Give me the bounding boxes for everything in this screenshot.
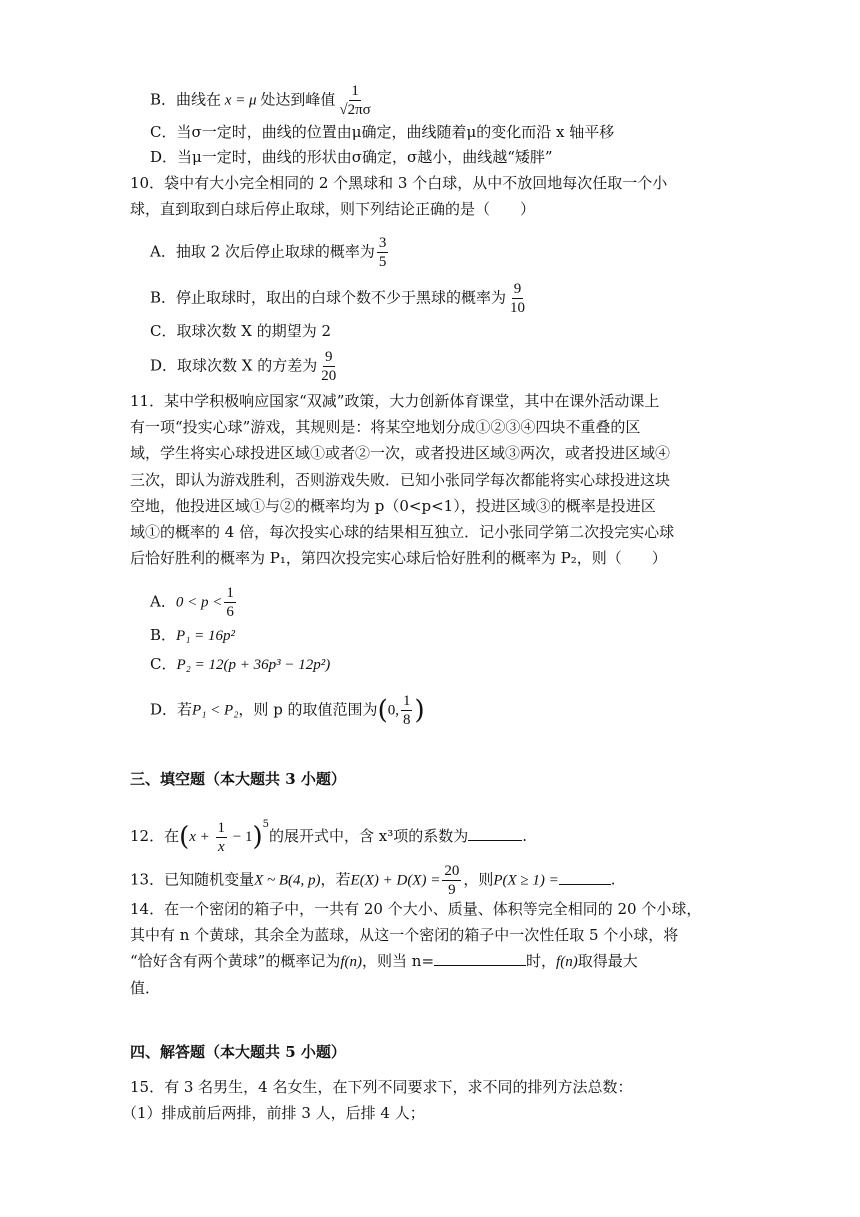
- q11-option-d: D．若P₁ < P₂，则 p 的取值范围为(0, $\frac{1}{8}$ ): [150, 693, 425, 728]
- q13-distribution: X ~ B(4, p): [254, 872, 321, 889]
- q10-option-d: D．取球次数 X 的方差为 $\frac{9}{20}$: [150, 349, 337, 384]
- q9-option-c: C．当σ一定时，曲线的位置由μ确定，曲线随着μ的变化而沿 x 轴平移: [150, 123, 615, 141]
- q11-option-b-math: P₁ = 16p²: [176, 628, 236, 644]
- q11-line1: 11．某中学积极响应国家“双减”政策，大力创新体育课堂，其中在课外活动课上: [130, 392, 660, 410]
- q11-line5: 空地，他投进区域①与②的概率均为 p（0<p<1），投进区域③的概率是投进区: [130, 497, 656, 515]
- q11-line4: 三次，即认为游戏胜利，否则游戏失败．已知小张同学每次都能将实心球投进这块: [130, 471, 671, 489]
- q12: 12．在(x + $\frac{1}{x}$ − 1)$^5$的展开式中，含 x³项的系数为 .: [130, 819, 528, 855]
- q10-option-c: C．取球次数 X 的期望为 2: [150, 322, 332, 340]
- q11-line6: 域①的概率的 4 倍，每次投实心球的结果相互独立．记小张同学第二次投完实心球: [130, 523, 675, 541]
- q14-line2: 其中有 n 个黄球，其余全为蓝球，从这一个密闭的箱子中一次性任取 5 个小球，将: [130, 926, 679, 944]
- q11-option-a-math: 0 < p <: [175, 594, 223, 611]
- q11-option-c-math: P₂ = 12(p + 36p³ − 12p²): [176, 657, 331, 673]
- q10-option-b-fraction: $\frac{9}{10}$: [510, 281, 526, 316]
- q14-line3: “恰好含有两个黄球”的概率记为f(n)，则当 n= 时，f(n)取得最大: [130, 952, 638, 970]
- q10-option-a-fraction: $\frac{3}{5}$: [378, 235, 387, 270]
- q13-equation: E(X) + D(X) =: [350, 872, 441, 889]
- q11-option-a-fraction: $\frac{1}{6}$: [226, 585, 234, 620]
- q11-line3: 域，学生将实心球投进区域①或者②一次，或者投进区域③两次，或者投进区域④: [130, 444, 671, 462]
- q12-answer-blank[interactable]: [468, 840, 522, 841]
- q11-option-a: A．0 < p < $\frac{1}{6}$: [150, 585, 234, 620]
- q11-line2: 有一项“投实心球”游戏，其规则是：将某空地划分成①②③④四块不重叠的区: [130, 418, 641, 436]
- q14-line1: 14．在一个密闭的箱子中，一共有 20 个大小、质量、体积等完全相同的 20 个小球，: [130, 900, 702, 918]
- q12-fraction: $\frac{1}{x}$: [217, 819, 226, 855]
- q15-line2: （1）排成前后两排，前排 3 人，后排 4 人；: [122, 1104, 425, 1122]
- q10-stem-line1: 10．袋中有大小完全相同的 2 个黑球和 3 个白球，从中不放回地每次任取一个小: [130, 174, 668, 192]
- q13-probability: P(X ≥ 1) =: [493, 872, 559, 889]
- q11-option-b: B．P₁ = 16p²: [150, 626, 236, 644]
- q13: 13．已知随机变量X ~ B(4, p)，若E(X) + D(X) = $\frac{20}{9}$ ，则P(X ≥ 1) = .: [130, 863, 616, 898]
- q11-option-c: C．P₂ = 12(p + 36p³ − 12p²): [150, 655, 331, 673]
- q15-line1: 15．有 3 名男生，4 名女生，在下列不同要求下，求不同的排列方法总数：: [130, 1078, 633, 1096]
- section-3-heading: 三、填空题（本大题共 3 小题）: [130, 770, 346, 788]
- q11-option-d-fraction: $\frac{1}{8}$: [402, 693, 411, 728]
- q9-option-b-fraction: $\frac{1}{√2\pi\sigma}$: [339, 83, 371, 118]
- q14-answer-blank[interactable]: [434, 965, 526, 966]
- q9-option-b-math: x = μ: [221, 92, 261, 109]
- q9-option-b: [150, 82, 375, 119]
- q9-option-b-text: B．曲线在: [150, 90, 222, 109]
- q10-option-a: A．抽取 2 次后停止取球的概率为 $\frac{3}{5}$: [150, 235, 387, 270]
- q9-option-d: D．当μ一定时，曲线的形状由σ确定，σ越小，曲线越“矮胖”: [150, 148, 553, 166]
- q11-line7: 后恰好胜利的概率为 P₁，第四次投完实心球后恰好胜利的概率为 P₂，则（ ）: [130, 549, 667, 567]
- q10-option-d-fraction: $\frac{9}{20}$: [321, 349, 337, 384]
- q14-line4: 值．: [130, 979, 161, 997]
- q10-option-b: B．停止取球时，取出的白球个数不少于黑球的概率为 $\frac{9}{10}$: [150, 281, 526, 316]
- q13-answer-blank[interactable]: [559, 884, 611, 885]
- section-4-heading: 四、解答题（本大题共 5 小题）: [130, 1043, 346, 1061]
- q10-stem-line2: 球，直到取到白球后停止取球，则下列结论正确的是（ ）: [130, 200, 536, 218]
- q13-fraction: $\frac{20}{9}$: [444, 863, 460, 898]
- q11-option-d-math: P₁ < P₂: [192, 702, 239, 719]
- q9-option-b-text2: 处达到峰值: [260, 90, 336, 109]
